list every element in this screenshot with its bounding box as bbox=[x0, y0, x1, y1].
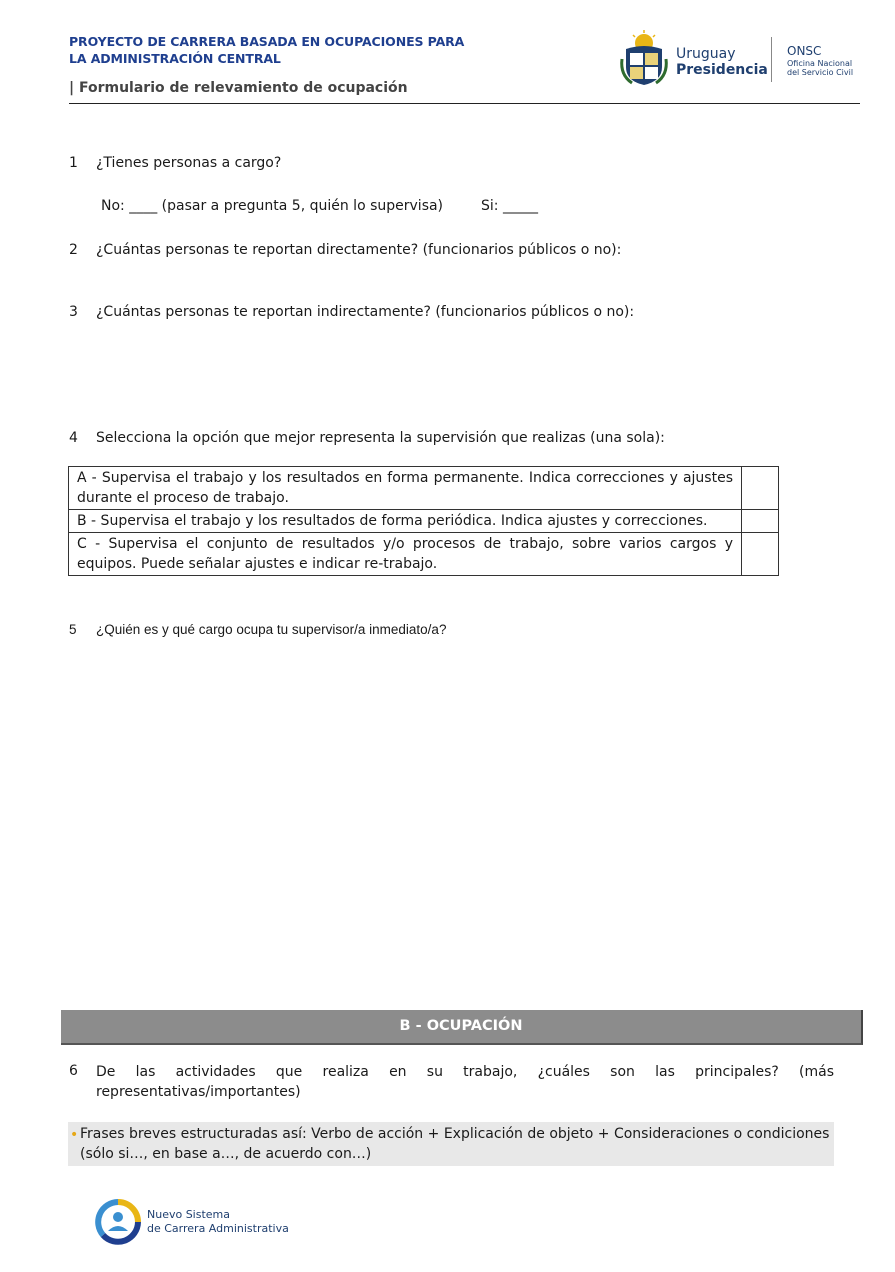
question-number: 3 bbox=[69, 304, 78, 320]
question-6-text: De las actividades que realiza en su trabajo, ¿cuáles son las principales? (más representativas/importantes) bbox=[96, 1064, 834, 1100]
question-text: ¿Cuántas personas te reportan directamente? (funcionarios públicos o no): bbox=[96, 242, 622, 258]
question-text: ¿Cuántas personas te reportan indirectamente? (funcionarios públicos o no): bbox=[96, 304, 635, 320]
logo-onsc-sub1: Oficina Nacional bbox=[787, 59, 853, 68]
header-divider bbox=[69, 103, 860, 104]
question-number: 2 bbox=[69, 242, 78, 258]
question-number: 4 bbox=[69, 430, 78, 446]
option-b-text: B - Supervisa el trabajo y los resultados de forma periódica. Indica ajustes y correcciones. bbox=[69, 510, 742, 533]
option-a-text: A - Supervisa el trabajo y los resultados en forma permanente. Indica correcciones y ajustes durante el proceso de trabajo. bbox=[69, 467, 742, 510]
logo-onsc-text: ONSC bbox=[787, 44, 822, 58]
form-subtitle: | Formulario de relevamiento de ocupación bbox=[69, 80, 408, 96]
logo-presidencia-text: Presidencia bbox=[676, 62, 768, 78]
logo-uruguay-text: Uruguay bbox=[676, 46, 736, 62]
question-3 bbox=[0, 303, 895, 323]
question-text: ¿Tienes personas a cargo? bbox=[96, 155, 282, 171]
question-1 bbox=[0, 154, 895, 174]
question-text: ¿Quién es y qué cargo ocupa tu supervisor/a inmediato/a? bbox=[96, 622, 447, 637]
table-row bbox=[69, 467, 779, 510]
option-c-text: C - Supervisa el conjunto de resultados y/o procesos de trabajo, sobre varios cargos y equipos. Puede señalar ajustes e indicar re-trabajo. bbox=[69, 533, 742, 576]
bullet-icon: • bbox=[70, 1127, 79, 1143]
section-b-heading: B - OCUPACIÓN bbox=[61, 1010, 863, 1045]
carrera-logo-icon bbox=[95, 1199, 141, 1245]
footer-line1: Nuevo Sistema bbox=[147, 1208, 231, 1221]
question-2 bbox=[0, 241, 895, 261]
question-4 bbox=[0, 429, 895, 449]
option-b-checkbox[interactable] bbox=[742, 510, 779, 533]
question-number: 1 bbox=[69, 155, 78, 171]
project-title bbox=[69, 33, 464, 67]
table-row bbox=[69, 533, 779, 576]
question-text: Selecciona la opción que mejor representa la supervisión que realizas (una sola): bbox=[96, 430, 665, 446]
logo-separator bbox=[771, 37, 772, 82]
hint-text: Frases breves estructuradas así: Verbo de acción + Explicación de objeto + Consideraciones o condiciones (sólo si…, en base a…, de acuerdo con…) bbox=[80, 1126, 830, 1162]
option-a-checkbox[interactable] bbox=[742, 467, 779, 510]
footer-line2: de Carrera Administrativa bbox=[147, 1222, 289, 1235]
logo-onsc-sub2: del Servicio Civil bbox=[787, 68, 854, 77]
supervision-options-table bbox=[68, 466, 779, 576]
project-title-line2: LA ADMINISTRACIÓN CENTRAL bbox=[69, 51, 281, 66]
answer-no[interactable]: No: ____ (pasar a pregunta 5, quién lo supervisa) bbox=[101, 198, 444, 214]
logo-onsc-subtitle bbox=[787, 59, 853, 77]
question-6-number: 6 bbox=[69, 1063, 78, 1079]
table-row bbox=[69, 510, 779, 533]
answer-si[interactable]: Si: _____ bbox=[481, 198, 538, 214]
option-c-checkbox[interactable] bbox=[742, 533, 779, 576]
instruction-hint bbox=[68, 1122, 834, 1166]
question-5 bbox=[0, 622, 895, 642]
project-title-line1: PROYECTO DE CARRERA BASADA EN OCUPACIONES PARA bbox=[69, 34, 465, 49]
question-number: 5 bbox=[69, 622, 77, 637]
coat-of-arms-icon bbox=[618, 29, 670, 87]
